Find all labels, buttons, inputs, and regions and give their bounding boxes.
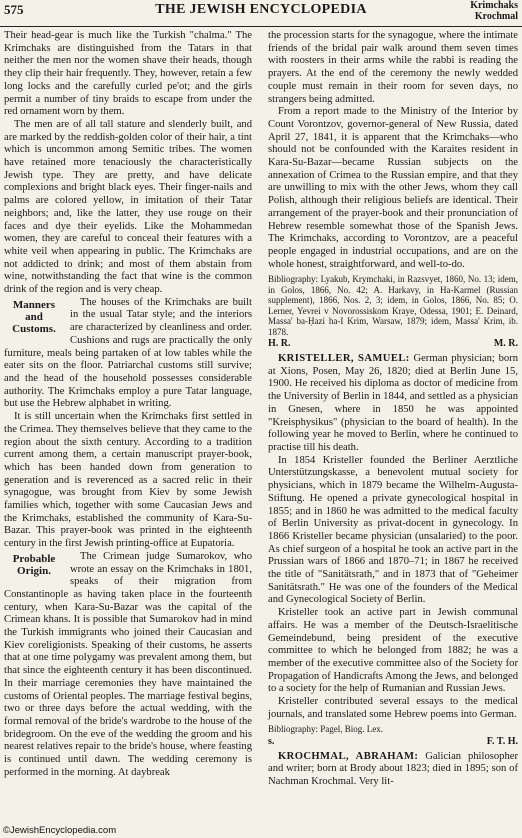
paragraph: Kristeller contributed several essays to the medical journals, and translated some Hebrew poems into German.: [268, 696, 518, 720]
signature-line: [268, 736, 518, 749]
source-link[interactable]: ©JewishEncyclopedia.com: [3, 825, 117, 836]
page-number: 575: [4, 2, 24, 17]
bibliography: Bibliography: Pagel, Biog. Lex.: [268, 724, 383, 735]
paragraph: The men are of all tall stature and slenderly built, and are marked by the reddish-golden color of their hair, a tint which is uncommon among Semitic tribes. The women have retained more tenaciously the characteristically Jewish type. They are pretty, and have delicate complexions and bright black eyes. Their finger-nails and palms are colored yellow, in imitation of their Tatar neighbors; and, like the latter, they use rouge on their faces and dye their eyelids. Like the Mohammedan women, they are careful to conceal their features with a white veil when appearing in public. The Krimchaks are not addicted to drink; and most of them abstain from wine, notwithstanding the fact that wine is the common drink of the region and is very cheap.: [4, 118, 252, 296]
paragraph: Kristeller took an active part in Jewish communal affairs. He was a member of the Deutsch-Israelitische Gemeindebund, being president of the executive committee to which he belonged from 1882; he was a member of the executive committee also of the Society for Propagation of Handicrafts Among the Jews, and belonged to a society for the help of Rumanian and Russian Jews.: [268, 607, 518, 695]
paragraph: In 1854 Kristeller founded the Berliner Aerztliche Unterstützungskasse, a benevolent mutual society for physicians, which in 1879 became the Wilhelm-Augusta-Stiftung. He opened a private gynecological hospital in 1855; and in 1860 he was admitted to the medical faculty of Berlin University as privat-docent in gynecology. In 1866 Kristeller became physician (unsalaried) to the poor. As chief surgeon of a hospital he took an active part in the Prussian wars of 1866 and 1870–71; in 1867 he received the title of "Sanitätsrath," and in 1873 that of "Geheimer Sanitätsrath." He was one of the founders of the Medical and Gynecological Society of Berlin.: [268, 454, 518, 606]
entry-heading: KROCHMAL, ABRAHAM:: [278, 750, 419, 762]
paragraph-with-sidenote: [4, 297, 252, 411]
side-heading-manners: Manners and Customs.: [12, 298, 56, 335]
paragraph: the procession starts for the synagogue, where the intimate friends of the bridal pair walk around them seven times with roosters in their arms while the rabbi is reading the prayers. At the end of the ceremony the newly wedded couple must remain in their room for seven days, no strangers being admitted.: [268, 30, 518, 105]
paragraph: From a report made to the Ministry of the Interior by Count Vorontzov, governor-general of New Russia, dated April 27, 1841, it is apparent that the Krimchaks—who should not be confounded with the Karaites resident in Kara-Su-Bazar—became Russian subjects on the annexation of Crimea to the Russian empire, and that they are unwilling to mix with the other Jews, whom they call Polish, although their religious beliefs are identical. Their arrangement of the prayer-book and their pronunciation of Hebrew resemble somewhat those of the Spanish Jews. The Krimchaks, according to Vorontzov, are a peaceful people engaged in industrial occupations, and are on the whole honest, straightforward, and well-to-do.: [268, 106, 518, 270]
signature-left: s.: [268, 735, 275, 747]
signature-line: [268, 338, 518, 351]
entry-krochmal: [268, 751, 518, 789]
catchword-bottom: Krochmal: [474, 11, 518, 22]
entry-kristeller: [268, 353, 518, 455]
paragraph: Their head-gear is much like the Turkish "chalma." The Krimchaks are distinguished from the Tatars in that neither the men nor the women shave their heads, though they clip their hair frequently. They, however, retain a few long locks and the carefully curled pe'ot; and the girls permit a number of tiny braids to escape from under the red ornament worn by them.: [4, 30, 252, 118]
catchword-top: Krimchaks: [470, 0, 518, 11]
signature-left: H. R.: [268, 338, 291, 350]
page-header: [0, 0, 522, 27]
paragraph-text: The houses of the Krimchaks are built in the usual Tatar style; and the interiors are characterized by cleanliness and order. Cushions and rugs are practically the only furniture, meals being partaken of at low tables while the eater sits on the floor. Patriarchal customs still survive; and the head of the household possesses considerable authority. The Krimchaks employ a pure Tatar language, but use the Hebrew alphabet in writing.: [4, 296, 252, 410]
paragraph-with-sidenote: [4, 551, 252, 780]
catchwords: [470, 0, 518, 22]
side-heading-origin: Probable Origin.: [12, 552, 56, 577]
signature-right: M. R.: [493, 338, 518, 350]
paragraph: It is still uncertain when the Krimchaks first settled in the Crimea. They themselves believe that they came to the region about the sixth century. According to a tradition current among them, a certain manuscript prayer-book, which has been handed down from generation to generation and is reverenced as a sacred relic in their synagogue, was brought from Kiev by some Jewish families which, together with some Caucasian Jews and the Krimchaks, established the community of Kara-Su-Bazar. This prayer-book was printed in the eighteenth century in the first Jewish printing-office at Eupatoria.: [4, 411, 252, 550]
right-column: [268, 30, 518, 789]
entry-text: Galician philosopher and writer; born at Brody about 1823; died in 1895; son of Nachman Krochmal. Very lit-: [268, 750, 518, 788]
left-column: [4, 30, 252, 779]
paragraph-text: The Crimean judge Sumarokov, who wrote an essay on the Krimchaks in 1801, speaks of their migration from Constantinople as having taken place in the fourteenth century, when Kara-Su-Bazar was the capital of the Crimean khans. It is possible that Sumarokov had in mind the Turkish immigrants who joined their Caucasian and Kiev coreligionists. Speaking of their customs, he asserts that at one time polygamy was prevalent among them, but that since the eighteenth century it has been discontinued. In their marriage ceremonies they have maintained the customs of Oriental peoples. The marriage festival begins, two or three days before the actual wedding, with the formal removal of the bride's wardrobe to the house of the bridegroom. On the eve of the wedding the groom and his nearest relatives repair to the bride's house, where feasting is continued until dawn. The wedding ceremony is performed in the morning. At daybreak: [4, 550, 252, 778]
signature-right: F. T. H.: [486, 735, 518, 747]
bibliography: Bibliography: Lyakub, Krymchaki, in Razsvyet, 1860, No. 13; idem, in Golos, 1866, No. 42; A. Harkavy, in Ha-Karmel (Russian supplement), 1866, Nos. 2, 3; idem, in Golos, 1866, No. 85; O. Lerner, Yevrei v Novorossiskom Kraye, Odessa, 1901; E. Deinard, Massa' ba-Ḥazi ha-I Krim, Warsaw, 1879; idem, Massa' Krim, ib. 1878.: [268, 274, 518, 337]
entry-text: German physician; born at Xions, Posen, May 26, 1820; died at Berlin June 15, 1900. He received his diploma as doctor of medicine from the University of Berlin in 1844, and settled as a physician in Gnesen, where in 1850 he was appointed "Kreisphysikus" (physician to the board of health). In the following year he moved to Berlin, where he continued to practise till his death.: [268, 353, 518, 453]
entry-heading: KRISTELLER, SAMUEL:: [278, 353, 410, 365]
running-title: THE JEWISH ENCYCLOPEDIA: [155, 2, 367, 17]
